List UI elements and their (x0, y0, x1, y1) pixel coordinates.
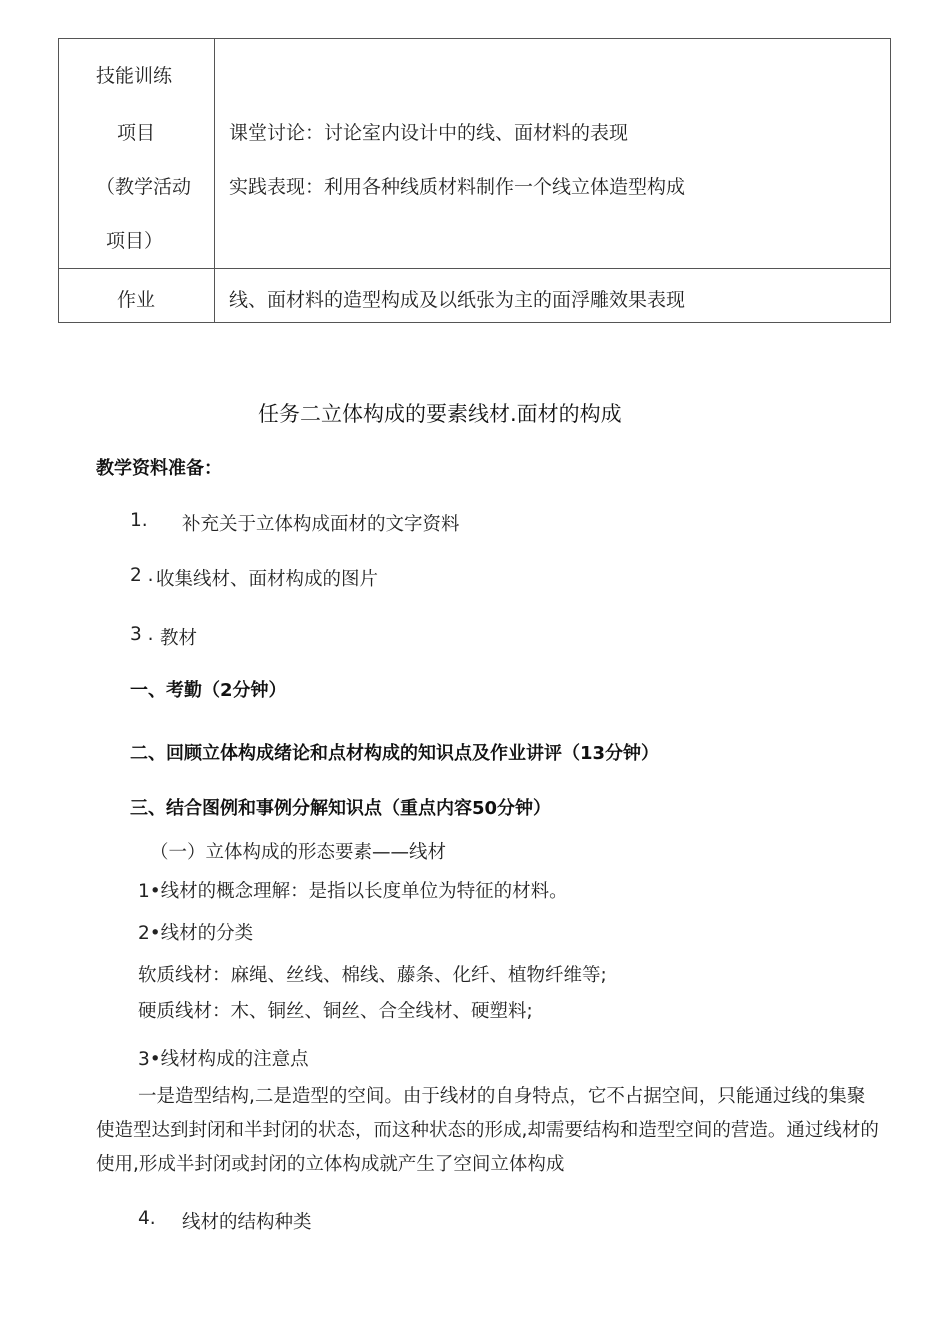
section-3-heading: 三、结合图例和事例分解知识点（重点内容50分钟） (130, 798, 552, 819)
row2-text: 线、面材料的造型构成及以纸张为主的面浮雕效果表现 (229, 289, 686, 311)
row2-label: 作业 (117, 289, 156, 311)
explanation-paragraph: 一是造型结构,二是造型的空间。由于线材的自身特点，它不占据空间，只能通过线的集聚使造型达到封闭和半封闭的状态，而这种状态的形成,却需要结构和造型空间的营造。通过线材的使用,形成半封闭或封闭的立体构成就产生了空间立体构成 (96, 1086, 879, 1175)
point-4-number: 4. (138, 1208, 156, 1229)
point-4-text: 线材的结构种类 (182, 1212, 312, 1233)
prep-item-3-number: 3 . (130, 624, 154, 645)
row1-label-line-4: 项目） (106, 230, 164, 252)
soft-line-materials: 软质线材：麻绳、丝线、棉线、藤条、化纤、植物纤维等; (138, 965, 607, 986)
prep-item-2-number: 2 . (130, 565, 154, 586)
prep-item-2-text: 收集线材、面材构成的图片 (156, 569, 379, 590)
point-3: 3•线材构成的注意点 (138, 1049, 309, 1070)
row1-item-practice: 实践表现：利用各种线质材料制作一个线立体造型构成 (229, 176, 686, 198)
section-1-heading: 一、考勤（2分钟） (130, 680, 287, 701)
prep-item-1-number: 1. (130, 510, 148, 531)
row1-label-line-2: 项目 (117, 122, 156, 144)
point-1: 1•线材的概念理解：是指以长度单位为特征的材料。 (138, 881, 568, 902)
hard-line-materials: 硬质线材：木、铜丝、铜丝、合全线材、硬塑料; (138, 1001, 533, 1022)
info-table (58, 38, 891, 323)
prep-item-3-text: 教材 (160, 628, 198, 649)
row1-label-line-1: 技能训练 (96, 65, 173, 87)
row1-label-line-3: （教学活动 (96, 176, 192, 198)
subsection-1-heading: （一）立体构成的形态要素——线材 (150, 842, 447, 863)
table-column-divider (214, 39, 215, 322)
row1-item-discussion: 课堂讨论：讨论室内设计中的线、面材料的表现 (229, 122, 629, 144)
page-title: 任务二立体构成的要素线材.面材的构成 (258, 402, 622, 426)
prep-item-1-text: 补充关于立体构成面材的文字资料 (182, 514, 460, 535)
table-row-divider (59, 268, 890, 269)
section-2-heading: 二、回顾立体构成绪论和点材构成的知识点及作业讲评（13分钟） (130, 743, 660, 764)
prep-heading: 教学资料准备： (96, 458, 222, 479)
point-2: 2•线材的分类 (138, 923, 254, 944)
